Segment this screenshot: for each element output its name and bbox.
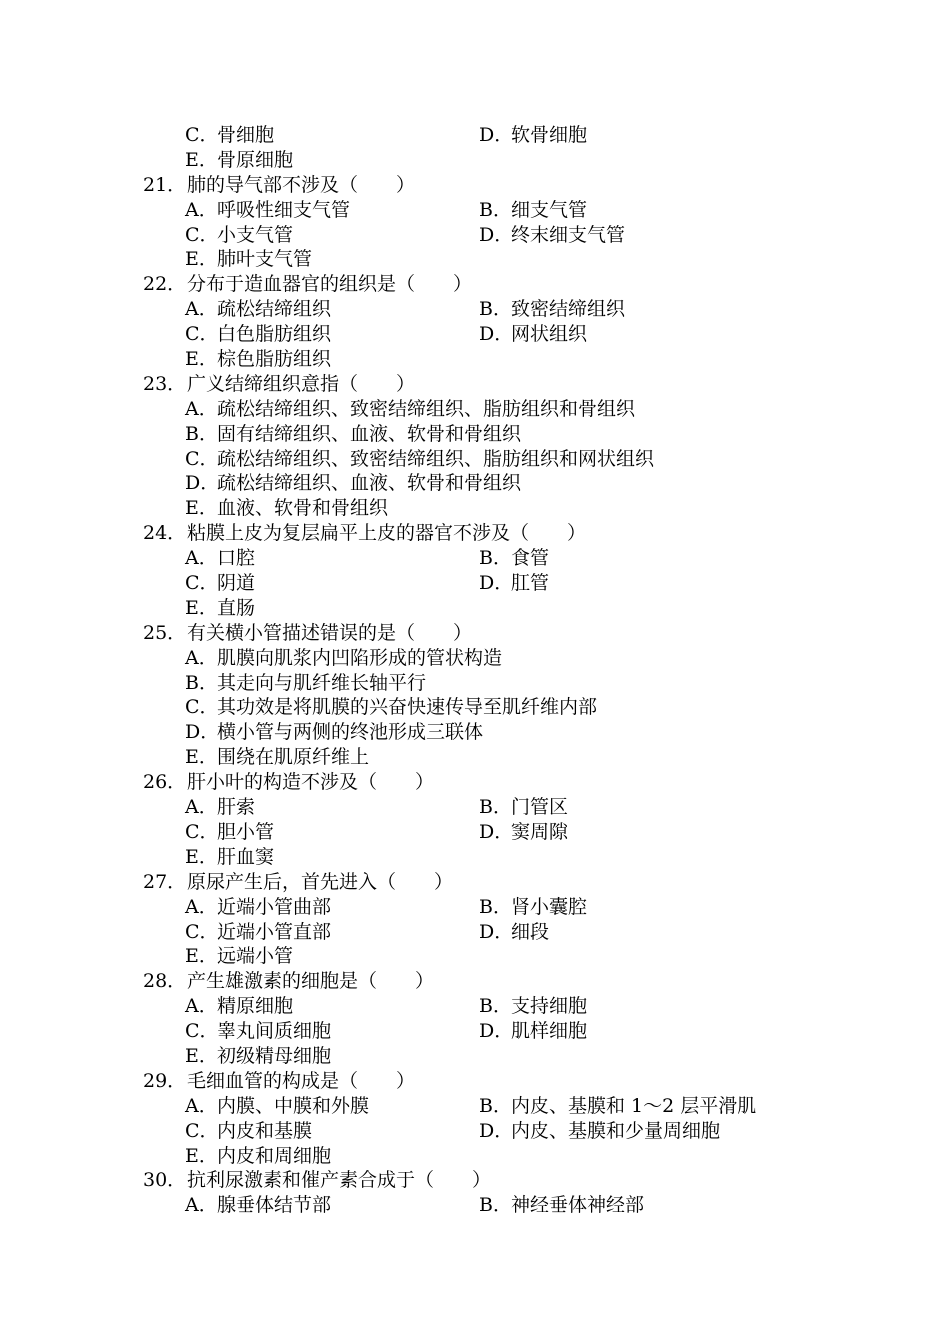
option-letter: E． [185,1144,218,1167]
options-row [0,1044,950,1069]
option-letter: E． [185,248,218,271]
answer-option [185,198,350,223]
answer-option [185,496,388,521]
answer-option [185,322,331,347]
option-letter: B． [479,547,512,570]
answer-option [185,297,331,322]
answer-option [185,447,654,472]
answer-option [185,920,331,945]
option-text: 胆小管 [217,820,275,843]
option-text: 骨原细胞 [217,148,294,171]
options-row [0,671,950,696]
answer-option [185,1119,312,1144]
option-text: 近端小管直部 [217,920,332,943]
question-row [0,770,950,795]
option-letter: B． [479,198,512,221]
question-row [0,1168,950,1193]
option-text: 白色脂肪组织 [217,323,332,346]
option-letter: D． [479,223,514,246]
option-text: 近端小管曲部 [217,895,332,918]
option-text: 内膜、中膜和外膜 [217,1094,370,1117]
option-letter: D． [479,124,514,146]
option-text: 食管 [511,547,550,570]
option-text: 肝血窦 [217,845,275,868]
option-text: 肝索 [217,796,256,819]
options-row [0,920,950,945]
option-text: 小支气管 [217,223,294,246]
option-letter: C． [185,124,219,146]
option-letter: A． [185,1194,218,1217]
option-letter: A． [185,796,218,819]
answer-option [185,1094,369,1119]
question-row [0,969,950,994]
answer-option [185,1193,331,1218]
answer-option [479,895,587,920]
option-letter: A． [185,397,218,420]
option-letter: C． [185,1119,219,1142]
question-text: 分布于造血器官的组织是（ ） [187,273,473,296]
answer-option [185,546,255,571]
answer-option [185,397,635,422]
options-row [0,571,950,596]
answer-option [185,148,293,173]
options-row [0,471,950,496]
options-row [0,596,950,621]
question-text: 原尿产生后，首先进入（ ） [187,870,454,893]
answer-option [479,223,625,248]
options-row [0,148,950,173]
question-row [0,521,950,546]
answer-option [185,247,312,272]
question-number: 24． [143,522,187,545]
options-row [0,297,950,322]
options-row [0,720,950,745]
option-letter: C． [185,820,219,843]
options-row [0,895,950,920]
options-row [0,223,950,248]
option-text: 内皮和周细胞 [217,1144,332,1167]
answer-option [185,223,293,248]
option-text: 固有结缔组织、血液、软骨和骨组织 [217,422,522,445]
option-text: 阴道 [217,572,256,595]
question-text: 粘膜上皮为复层扁平上皮的器官不涉及（ ） [187,522,587,545]
answer-option [479,546,549,571]
question-row [0,272,950,297]
option-text: 肌膜向肌浆内凹陷形成的管状构造 [217,646,503,669]
option-letter: B． [185,422,218,445]
answer-option [479,1193,644,1218]
option-letter: B． [479,1094,512,1117]
option-text: 网状组织 [511,323,588,346]
question-number: 28． [143,970,187,993]
answer-option [185,123,274,148]
question-row [0,621,950,646]
option-letter: E． [185,945,218,968]
options-row [0,845,950,870]
options-row [0,123,950,148]
option-text: 窦周隙 [511,820,569,843]
options-row [0,994,950,1019]
option-letter: D． [479,820,514,843]
option-text: 远端小管 [217,945,294,968]
answer-option [479,322,587,347]
option-letter: D． [479,920,514,943]
option-text: 细段 [511,920,550,943]
option-letter: E． [185,348,218,371]
option-letter: D． [479,572,514,595]
options-row [0,646,950,671]
options-row [0,1119,950,1144]
answer-option [185,745,369,770]
option-text: 围绕在肌原纤维上 [217,746,370,769]
option-letter: D． [185,721,220,744]
option-text: 门管区 [511,796,569,819]
option-text: 内皮和基膜 [217,1119,313,1142]
option-letter: C． [185,1020,219,1043]
option-letter: A． [185,298,218,321]
option-text: 呼吸性细支气管 [217,198,351,221]
option-text: 肾小囊腔 [511,895,588,918]
option-letter: D． [479,1020,514,1043]
option-text: 其走向与肌纤维长轴平行 [217,671,427,694]
option-letter: A． [185,1094,218,1117]
option-letter: C． [185,323,219,346]
question-number: 27． [143,870,187,893]
options-row [0,247,950,272]
question-row [0,372,950,397]
answer-option [185,571,255,596]
question-number: 30． [143,1169,187,1192]
option-text: 精原细胞 [217,995,294,1018]
answer-option [185,471,521,496]
answer-option [185,347,331,372]
exam-page [0,123,950,1218]
options-row [0,198,950,223]
options-row [0,496,950,521]
answer-option [479,820,568,845]
option-text: 横小管与两侧的终池形成三联体 [217,721,484,744]
answer-option [185,820,274,845]
option-text: 骨细胞 [217,124,275,146]
question-number: 25． [143,621,187,644]
options-row [0,1193,950,1218]
option-text: 口腔 [217,547,256,570]
option-letter: C． [185,696,219,719]
option-text: 肛管 [511,572,550,595]
option-text: 疏松结缔组织 [217,298,332,321]
question-text: 广义结缔组织意指（ ） [187,372,416,395]
option-letter: B． [479,796,512,819]
option-letter: D． [479,323,514,346]
answer-option [185,895,331,920]
option-text: 内皮、基膜和 1～2 层平滑肌 [511,1094,757,1117]
options-row [0,1019,950,1044]
option-letter: A． [185,547,218,570]
options-row [0,447,950,472]
option-letter: B． [479,895,512,918]
option-text: 细支气管 [511,198,588,221]
options-row [0,745,950,770]
option-letter: A． [185,646,218,669]
answer-option [185,646,502,671]
option-text: 支持细胞 [511,995,588,1018]
question-number: 23． [143,372,187,395]
option-letter: E． [185,596,218,619]
options-row [0,695,950,720]
option-letter: A． [185,198,218,221]
question-number: 26． [143,771,187,794]
answer-option [479,297,625,322]
option-letter: E． [185,497,218,520]
options-row [0,820,950,845]
answer-option [185,671,426,696]
question-text: 肺的导气部不涉及（ ） [187,173,416,196]
answer-option [479,1119,720,1144]
answer-option [185,845,274,870]
options-row [0,1094,950,1119]
question-text: 毛细血管的构成是（ ） [187,1069,416,1092]
answer-option [479,795,568,820]
answer-option [479,571,549,596]
option-letter: E． [185,845,218,868]
option-text: 肌样细胞 [511,1020,588,1043]
answer-option [479,920,549,945]
question-text: 抗利尿激素和催产素合成于（ ） [187,1169,492,1192]
option-text: 睾丸间质细胞 [217,1020,332,1043]
answer-option [479,1094,756,1119]
question-text: 产生雄激素的细胞是（ ） [187,970,435,993]
answer-option [185,1044,331,1069]
options-row [0,422,950,447]
answer-option [185,422,521,447]
option-text: 直肠 [217,596,256,619]
question-number: 22． [143,273,187,296]
option-letter: B． [479,1194,512,1217]
options-row [0,397,950,422]
answer-option [185,695,597,720]
option-letter: B． [185,671,218,694]
options-row [0,322,950,347]
option-text: 棕色脂肪组织 [217,348,332,371]
option-letter: A． [185,895,218,918]
option-letter: C． [185,572,219,595]
question-number: 21． [143,173,187,196]
option-letter: C． [185,447,219,470]
option-text: 致密结缔组织 [511,298,626,321]
answer-option [185,1144,331,1169]
answer-option [185,994,293,1019]
options-row [0,944,950,969]
answer-option [185,944,293,969]
option-letter: C． [185,223,219,246]
answer-option [479,123,587,148]
option-text: 其功效是将肌膜的兴奋快速传导至肌纤维内部 [217,696,598,719]
answer-option [479,1019,587,1044]
option-letter: D． [479,1119,514,1142]
option-letter: C． [185,920,219,943]
answer-option [185,596,255,621]
option-letter: A． [185,995,218,1018]
option-text: 疏松结缔组织、致密结缔组织、脂肪组织和网状组织 [217,447,655,470]
option-letter: B． [479,298,512,321]
question-number: 29． [143,1069,187,1092]
option-letter: B． [479,995,512,1018]
options-row [0,347,950,372]
answer-option [185,795,255,820]
answer-option [185,720,483,745]
question-row [0,870,950,895]
answer-option [185,1019,331,1044]
option-text: 血液、软骨和骨组织 [217,497,389,520]
option-text: 初级精母细胞 [217,1044,332,1067]
option-text: 软骨细胞 [511,124,588,146]
option-letter: E． [185,148,218,171]
option-letter: E． [185,1044,218,1067]
option-text: 终末细支气管 [511,223,626,246]
question-text: 肝小叶的构造不涉及（ ） [187,771,435,794]
option-text: 腺垂体结节部 [217,1194,332,1217]
options-row [0,795,950,820]
options-row [0,546,950,571]
option-letter: D． [185,472,220,495]
option-text: 疏松结缔组织、致密结缔组织、脂肪组织和骨组织 [217,397,636,420]
options-row [0,1144,950,1169]
option-text: 内皮、基膜和少量周细胞 [511,1119,721,1142]
question-text: 有关横小管描述错误的是（ ） [187,621,473,644]
option-letter: E． [185,746,218,769]
answer-option [479,198,587,223]
option-text: 神经垂体神经部 [511,1194,645,1217]
option-text: 肺叶支气管 [217,248,313,271]
question-row [0,173,950,198]
question-row [0,1069,950,1094]
option-text: 疏松结缔组织、血液、软骨和骨组织 [217,472,522,495]
answer-option [479,994,587,1019]
